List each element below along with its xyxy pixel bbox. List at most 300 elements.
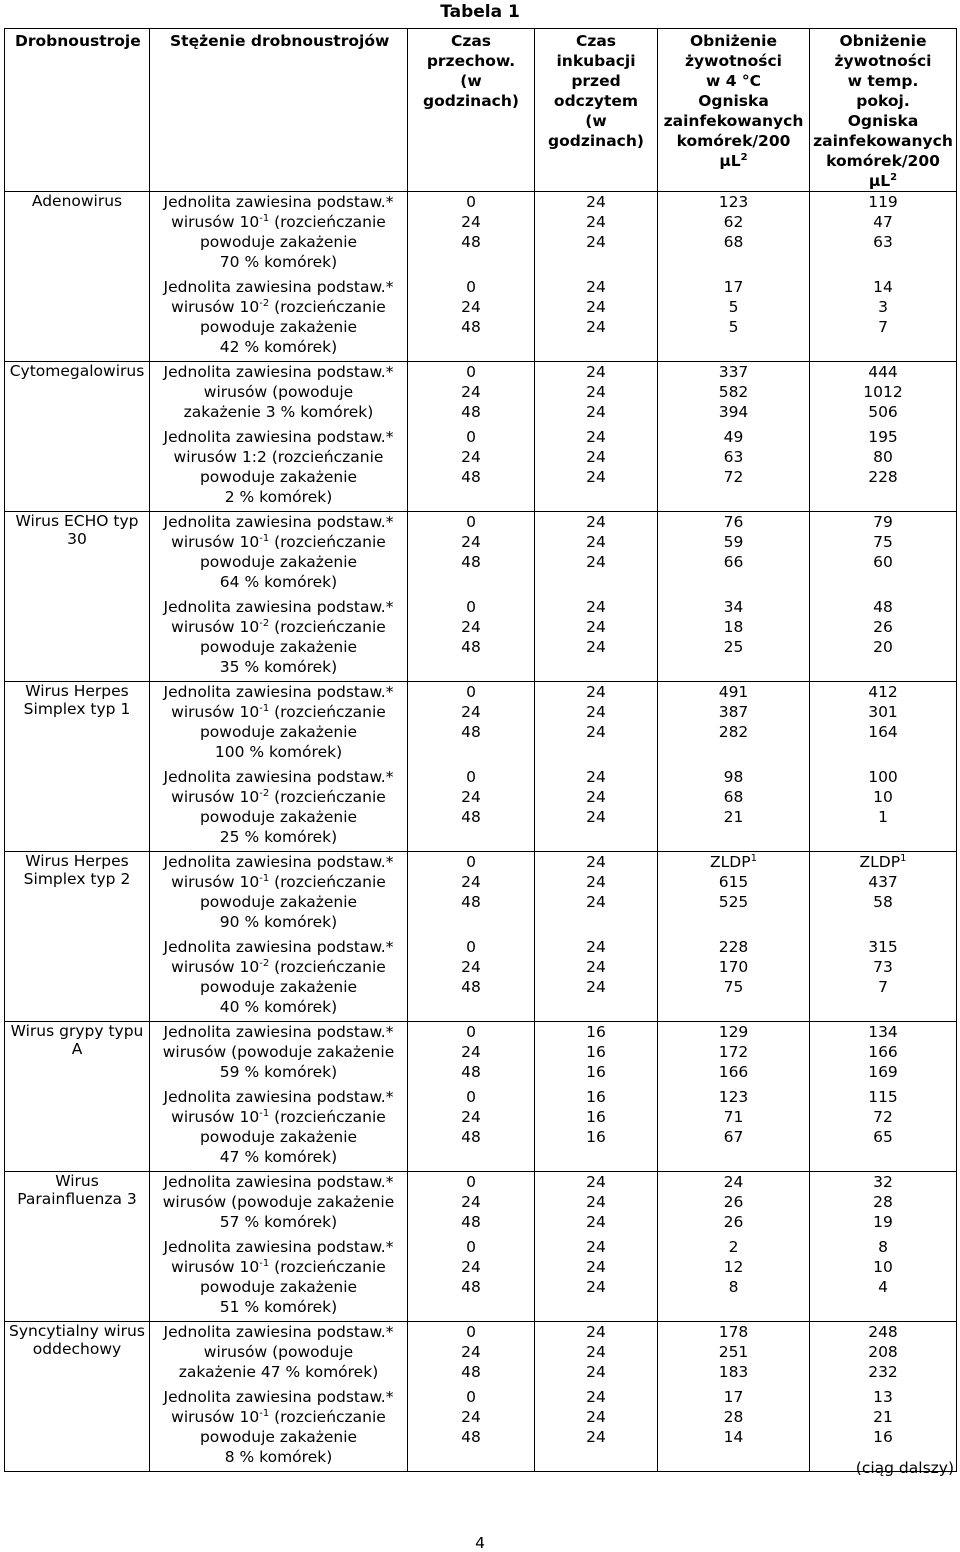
cell-line: wirusów $10^{-1}$ (rozcieńczanie <box>171 1258 386 1276</box>
cell-line: 7 <box>878 318 888 336</box>
cell-line: Jednolita zawiesina podstaw.* <box>163 513 394 531</box>
cell-line: 24 <box>461 958 481 976</box>
cell-line: 48 <box>461 808 481 826</box>
cell-line: powoduje zakażenie <box>199 468 358 486</box>
cell-block <box>535 427 657 507</box>
cell-line: 10 <box>873 788 893 806</box>
cell-block <box>658 597 809 677</box>
cell-line: 35 % komórek) <box>219 658 338 676</box>
cell-line: Jednolita zawiesina podstaw.* <box>163 1023 394 1041</box>
cell-line: 119 <box>868 193 898 211</box>
cell-line: 48 <box>461 1063 481 1081</box>
cell-block <box>408 192 534 272</box>
cell-block <box>150 682 407 762</box>
cell-line: 59 % komórek) <box>219 1063 338 1081</box>
cell-line: 164 <box>868 723 898 741</box>
cell-block <box>535 277 657 357</box>
incubation-cell <box>535 512 658 682</box>
cell-line: 8 % komórek) <box>224 1448 333 1466</box>
cell-line: 525 <box>718 893 749 911</box>
page-number: 4 <box>475 1534 485 1552</box>
cell-line: 412 <box>868 683 898 701</box>
viability-room-cell <box>810 192 957 362</box>
cell-block <box>658 512 809 592</box>
cell-line: 387 <box>718 703 749 721</box>
cell-line: 64 % komórek) <box>219 573 338 591</box>
cell-line: 24 <box>586 193 606 211</box>
data-table <box>4 28 957 1472</box>
cell-line: 24 <box>586 383 606 401</box>
cell-line: 100 % komórek) <box>214 743 343 761</box>
cell-line: ZLDP$^1$ <box>710 853 757 871</box>
cell-block <box>150 767 407 847</box>
cell-line: 2 <box>728 1238 739 1256</box>
cell-block <box>658 1087 809 1167</box>
cell-line: 24 <box>461 298 481 316</box>
cell-line: 1012 <box>863 383 903 401</box>
cell-block <box>658 362 809 422</box>
cell-line: 24 <box>586 363 606 381</box>
cell-line: 24 <box>461 1193 481 1211</box>
viability-4c-cell <box>658 682 810 852</box>
cell-line: ZLDP$^1$ <box>859 853 907 871</box>
cell-block <box>150 1172 407 1232</box>
cell-line: 24 <box>586 1173 606 1191</box>
table-row <box>5 852 957 1022</box>
cell-line: 5 <box>728 318 739 336</box>
storage-cell <box>408 1022 535 1172</box>
cell-line: 5 <box>728 298 739 316</box>
cell-line: 60 <box>873 553 893 571</box>
cell-line: 24 <box>586 703 606 721</box>
viability-room-cell <box>810 682 957 852</box>
cell-line: 24 <box>461 1258 481 1276</box>
cell-line: 24 <box>586 1323 606 1341</box>
cell-line: 115 <box>868 1088 898 1106</box>
cell-line: Jednolita zawiesina podstaw.* <box>163 428 394 446</box>
cell-line: 24 <box>586 318 606 336</box>
concentration-cell <box>150 1022 408 1172</box>
header-viability-room: Obniżenie żywotności w temp. pokoj. Ogniska zainfekowanych komórek/200 µL$^2$ <box>810 29 957 192</box>
cell-line: Jednolita zawiesina podstaw.* <box>163 598 394 616</box>
cell-line: 26 <box>723 1193 744 1211</box>
cell-line: 63 <box>723 448 744 466</box>
cell-line: 0 <box>466 768 476 786</box>
cell-line: 24 <box>586 978 606 996</box>
cell-block <box>150 512 407 592</box>
cell-line: 90 % komórek) <box>219 913 338 931</box>
cell-line: wirusów (powoduje <box>203 1343 354 1361</box>
cell-line: Jednolita zawiesina podstaw.* <box>163 363 394 381</box>
cell-line: 48 <box>461 318 481 336</box>
cell-line: 25 <box>723 638 744 656</box>
concentration-cell <box>150 1322 408 1472</box>
cell-line: wirusów $10^{-1}$ (rozcieńczanie <box>171 213 386 231</box>
cell-block <box>535 192 657 272</box>
cell-line: 208 <box>868 1343 898 1361</box>
cell-line: 70 % komórek) <box>219 253 338 271</box>
table-title: Tabela 1 <box>440 2 520 22</box>
cell-line: 16 <box>586 1043 606 1061</box>
cell-line: 21 <box>723 808 744 826</box>
cell-line: 172 <box>718 1043 749 1061</box>
storage-cell <box>408 1172 535 1322</box>
cell-line: 24 <box>586 768 606 786</box>
cell-line: 394 <box>718 403 749 421</box>
cell-line: 66 <box>723 553 744 571</box>
cell-line: 4 <box>878 1278 888 1296</box>
cell-line: 24 <box>586 1388 606 1406</box>
cell-line: 0 <box>466 598 476 616</box>
cell-line: 24 <box>723 1173 744 1191</box>
cell-line: 16 <box>586 1088 606 1106</box>
cell-block <box>408 512 534 592</box>
cell-line: 19 <box>873 1213 893 1231</box>
cell-line: 48 <box>461 403 481 421</box>
cell-line: 183 <box>718 1363 749 1381</box>
organism-cell: Adenowirus <box>5 192 150 362</box>
cell-line: wirusów $10^{-2}$ (rozcieńczanie <box>171 958 386 976</box>
cell-line: 24 <box>586 448 606 466</box>
cell-line: zakażenie 47 % komórek) <box>178 1363 379 1381</box>
cell-line: powoduje zakażenie <box>199 233 358 251</box>
cell-line: powoduje zakażenie <box>199 723 358 741</box>
cell-line: 48 <box>461 553 481 571</box>
cell-line: Jednolita zawiesina podstaw.* <box>163 1388 394 1406</box>
cell-line: 73 <box>873 958 893 976</box>
cell-line: 76 <box>723 513 744 531</box>
cell-line: 0 <box>466 1173 476 1191</box>
cell-line: 16 <box>586 1023 606 1041</box>
cell-line: 32 <box>873 1173 893 1191</box>
cell-block <box>535 937 657 1017</box>
cell-line: 0 <box>466 1323 476 1341</box>
incubation-cell <box>535 362 658 512</box>
cell-line: 3 <box>878 298 888 316</box>
cell-line: 0 <box>466 363 476 381</box>
cell-line: 1 <box>878 808 888 826</box>
cell-block <box>408 597 534 677</box>
cell-block <box>150 277 407 357</box>
table-row <box>5 1322 957 1472</box>
cell-line: powoduje zakażenie <box>199 1128 358 1146</box>
cell-line: powoduje zakażenie <box>199 318 358 336</box>
cell-block <box>408 767 534 847</box>
viability-room-cell <box>810 1322 957 1472</box>
storage-cell <box>408 362 535 512</box>
header-incubation: Czas inkubacji przed odczytem (w godzinach) <box>535 29 658 192</box>
cell-line: 251 <box>718 1343 749 1361</box>
cell-block <box>535 1022 657 1082</box>
cell-line: wirusów $10^{-1}$ (rozcieńczanie <box>171 1408 386 1426</box>
cell-line: 24 <box>586 853 606 871</box>
table-row <box>5 512 957 682</box>
cell-line: 0 <box>466 278 476 296</box>
cell-line: 2 % komórek) <box>224 488 333 506</box>
cell-block <box>408 1172 534 1232</box>
cell-block <box>535 512 657 592</box>
cell-block <box>408 1022 534 1082</box>
cell-line: 18 <box>723 618 744 636</box>
cell-block <box>150 1387 407 1467</box>
cell-line: 232 <box>868 1363 898 1381</box>
organism-cell: Wirus Herpes Simplex typ 2 <box>5 852 150 1022</box>
cell-block <box>535 597 657 677</box>
concentration-cell <box>150 1172 408 1322</box>
cell-block <box>535 767 657 847</box>
cell-line: 437 <box>868 873 898 891</box>
cell-block <box>810 427 956 507</box>
cell-block <box>810 597 956 677</box>
cell-line: Jednolita zawiesina podstaw.* <box>163 1088 394 1106</box>
cell-line: 0 <box>466 1238 476 1256</box>
cell-line: 100 <box>868 768 898 786</box>
cell-line: 72 <box>873 1108 893 1126</box>
concentration-cell <box>150 852 408 1022</box>
cell-line: 24 <box>586 1343 606 1361</box>
cell-line: Jednolita zawiesina podstaw.* <box>163 768 394 786</box>
cell-line: 62 <box>723 213 744 231</box>
cell-line: 169 <box>868 1063 898 1081</box>
cell-block <box>408 427 534 507</box>
cell-line: 24 <box>586 1193 606 1211</box>
cell-line: Jednolita zawiesina podstaw.* <box>163 1173 394 1191</box>
cell-block <box>408 1387 534 1467</box>
cell-block <box>150 937 407 1017</box>
cell-line: 8 <box>878 1238 888 1256</box>
cell-line: 79 <box>873 513 893 531</box>
cell-line: powoduje zakażenie <box>199 893 358 911</box>
cell-block <box>658 682 809 762</box>
cell-block <box>810 1387 956 1467</box>
cell-line: 71 <box>723 1108 744 1126</box>
cell-line: 24 <box>586 938 606 956</box>
organism-cell: Wirus Herpes Simplex typ 1 <box>5 682 150 852</box>
cell-line: 24 <box>461 703 481 721</box>
cell-line: Jednolita zawiesina podstaw.* <box>163 193 394 211</box>
concentration-cell <box>150 682 408 852</box>
cell-line: 75 <box>873 533 893 551</box>
cell-block <box>658 852 809 932</box>
cell-line: 48 <box>461 1213 481 1231</box>
cell-line: Jednolita zawiesina podstaw.* <box>163 853 394 871</box>
cell-line: 0 <box>466 938 476 956</box>
cell-line: 24 <box>461 1043 481 1061</box>
cell-line: 0 <box>466 513 476 531</box>
cell-line: Jednolita zawiesina podstaw.* <box>163 278 394 296</box>
storage-cell <box>408 512 535 682</box>
cell-line: 24 <box>586 298 606 316</box>
cell-line: 315 <box>868 938 898 956</box>
cell-line: 24 <box>461 618 481 636</box>
cell-block <box>535 1387 657 1467</box>
cell-line: 58 <box>873 893 893 911</box>
cell-line: 0 <box>466 193 476 211</box>
cell-line: wirusów (powoduje <box>203 383 354 401</box>
cell-block <box>408 1322 534 1382</box>
cell-line: 24 <box>586 213 606 231</box>
cell-line: 34 <box>723 598 744 616</box>
cell-line: 14 <box>873 278 893 296</box>
cell-line: 16 <box>586 1128 606 1146</box>
concentration-cell <box>150 512 408 682</box>
cell-line: 0 <box>466 1388 476 1406</box>
cell-line: 24 <box>586 533 606 551</box>
cell-line: 25 % komórek) <box>219 828 338 846</box>
cell-line: Jednolita zawiesina podstaw.* <box>163 1238 394 1256</box>
cell-line: 24 <box>586 1258 606 1276</box>
cell-line: powoduje zakażenie <box>199 638 358 656</box>
cell-line: 24 <box>461 383 481 401</box>
cell-line: 17 <box>723 278 744 296</box>
cell-block <box>810 1022 956 1082</box>
cell-line: Jednolita zawiesina podstaw.* <box>163 1323 394 1341</box>
cell-block <box>408 1087 534 1167</box>
cell-line: 67 <box>723 1128 744 1146</box>
cell-line: 170 <box>718 958 749 976</box>
table-row <box>5 192 957 362</box>
viability-4c-cell <box>658 1172 810 1322</box>
cell-line: 24 <box>586 278 606 296</box>
cell-line: powoduje zakażenie <box>199 1278 358 1296</box>
viability-room-cell <box>810 512 957 682</box>
cell-line: 14 <box>723 1428 744 1446</box>
cell-line: 24 <box>586 468 606 486</box>
cell-block <box>658 1237 809 1317</box>
cell-line: 48 <box>461 978 481 996</box>
cell-line: 582 <box>718 383 749 401</box>
incubation-cell <box>535 1322 658 1472</box>
cell-line: 42 % komórek) <box>219 338 338 356</box>
cell-line: 48 <box>461 638 481 656</box>
cell-line: 123 <box>718 1088 749 1106</box>
cell-line: 47 % komórek) <box>219 1148 338 1166</box>
cell-line: 178 <box>718 1323 749 1341</box>
cell-line: 24 <box>586 618 606 636</box>
cell-line: 12 <box>723 1258 744 1276</box>
cell-block <box>810 192 956 272</box>
cell-line: 24 <box>586 808 606 826</box>
cell-line: wirusów $10^{-2}$ (rozcieńczanie <box>171 788 386 806</box>
cell-block <box>810 1322 956 1382</box>
cell-line: 24 <box>586 513 606 531</box>
cell-line: 48 <box>461 1363 481 1381</box>
cell-line: 24 <box>461 873 481 891</box>
cell-line: 48 <box>461 1278 481 1296</box>
cell-block <box>658 277 809 357</box>
cell-line: powoduje zakażenie <box>199 978 358 996</box>
cell-line: 24 <box>461 1408 481 1426</box>
cell-line: 24 <box>586 893 606 911</box>
cell-line: 444 <box>868 363 898 381</box>
cell-block <box>408 277 534 357</box>
cell-line: powoduje zakażenie <box>199 808 358 826</box>
cell-line: 24 <box>586 233 606 251</box>
cell-line: 10 <box>873 1258 893 1276</box>
viability-4c-cell <box>658 512 810 682</box>
cell-line: 337 <box>718 363 749 381</box>
cell-line: 228 <box>868 468 898 486</box>
cell-block <box>150 597 407 677</box>
cell-block <box>658 1322 809 1382</box>
cell-line: 248 <box>868 1323 898 1341</box>
viability-4c-cell <box>658 362 810 512</box>
cell-line: 134 <box>868 1023 898 1041</box>
header-storage: Czas przechow. (w godzinach) <box>408 29 535 192</box>
incubation-cell <box>535 192 658 362</box>
header-viability-4c: Obniżenie żywotności w 4 °C Ogniska zainfekowanych komórek/200 µL$^2$ <box>658 29 810 192</box>
cell-line: 24 <box>586 723 606 741</box>
cell-line: 26 <box>723 1213 744 1231</box>
incubation-cell <box>535 682 658 852</box>
cell-line: Jednolita zawiesina podstaw.* <box>163 683 394 701</box>
cell-line: wirusów (powoduje zakażenie <box>162 1193 395 1211</box>
viability-4c-cell <box>658 852 810 1022</box>
cell-block <box>535 682 657 762</box>
cell-line: 24 <box>586 683 606 701</box>
cell-block <box>810 1237 956 1317</box>
cell-block <box>658 1387 809 1467</box>
cell-line: 24 <box>461 1343 481 1361</box>
cell-line: 0 <box>466 1088 476 1106</box>
organism-cell: Cytomegalowirus <box>5 362 150 512</box>
cell-block <box>150 1237 407 1317</box>
incubation-cell <box>535 852 658 1022</box>
cell-line: 49 <box>723 428 744 446</box>
cell-line: 80 <box>873 448 893 466</box>
cell-line: 24 <box>586 1238 606 1256</box>
viability-room-cell <box>810 1022 957 1172</box>
cell-block <box>810 362 956 422</box>
cell-line: 40 % komórek) <box>219 998 338 1016</box>
cell-block <box>150 852 407 932</box>
viability-room-cell <box>810 362 957 512</box>
cell-block <box>658 192 809 272</box>
cell-block <box>810 937 956 1017</box>
cell-line: 24 <box>586 1408 606 1426</box>
organism-cell: Wirus grypy typu A <box>5 1022 150 1172</box>
cell-line: 24 <box>586 403 606 421</box>
cell-block <box>810 852 956 932</box>
cell-line: 16 <box>586 1063 606 1081</box>
cell-line: 24 <box>461 1108 481 1126</box>
cell-line: 75 <box>723 978 744 996</box>
cell-line: 123 <box>718 193 749 211</box>
cell-block <box>658 427 809 507</box>
cell-line: powoduje zakażenie <box>199 1428 358 1446</box>
cell-line: 48 <box>461 723 481 741</box>
organism-cell: Wirus ECHO typ 30 <box>5 512 150 682</box>
cell-line: 24 <box>586 638 606 656</box>
cell-block <box>150 427 407 507</box>
cell-block <box>535 1172 657 1232</box>
cell-line: 48 <box>461 233 481 251</box>
cell-line: 24 <box>461 533 481 551</box>
cell-line: 24 <box>586 598 606 616</box>
cell-block <box>150 1087 407 1167</box>
cell-line: wirusów $10^{-2}$ (rozcieńczanie <box>171 618 386 636</box>
cell-line: 28 <box>873 1193 893 1211</box>
cell-line: 24 <box>586 788 606 806</box>
cell-line: 615 <box>718 873 749 891</box>
cell-line: 48 <box>461 893 481 911</box>
cell-line: 8 <box>728 1278 739 1296</box>
storage-cell <box>408 1322 535 1472</box>
cell-line: wirusów (powoduje zakażenie <box>162 1043 395 1061</box>
cell-line: 17 <box>723 1388 744 1406</box>
cell-line: 28 <box>723 1408 744 1426</box>
table-body <box>5 192 957 1472</box>
